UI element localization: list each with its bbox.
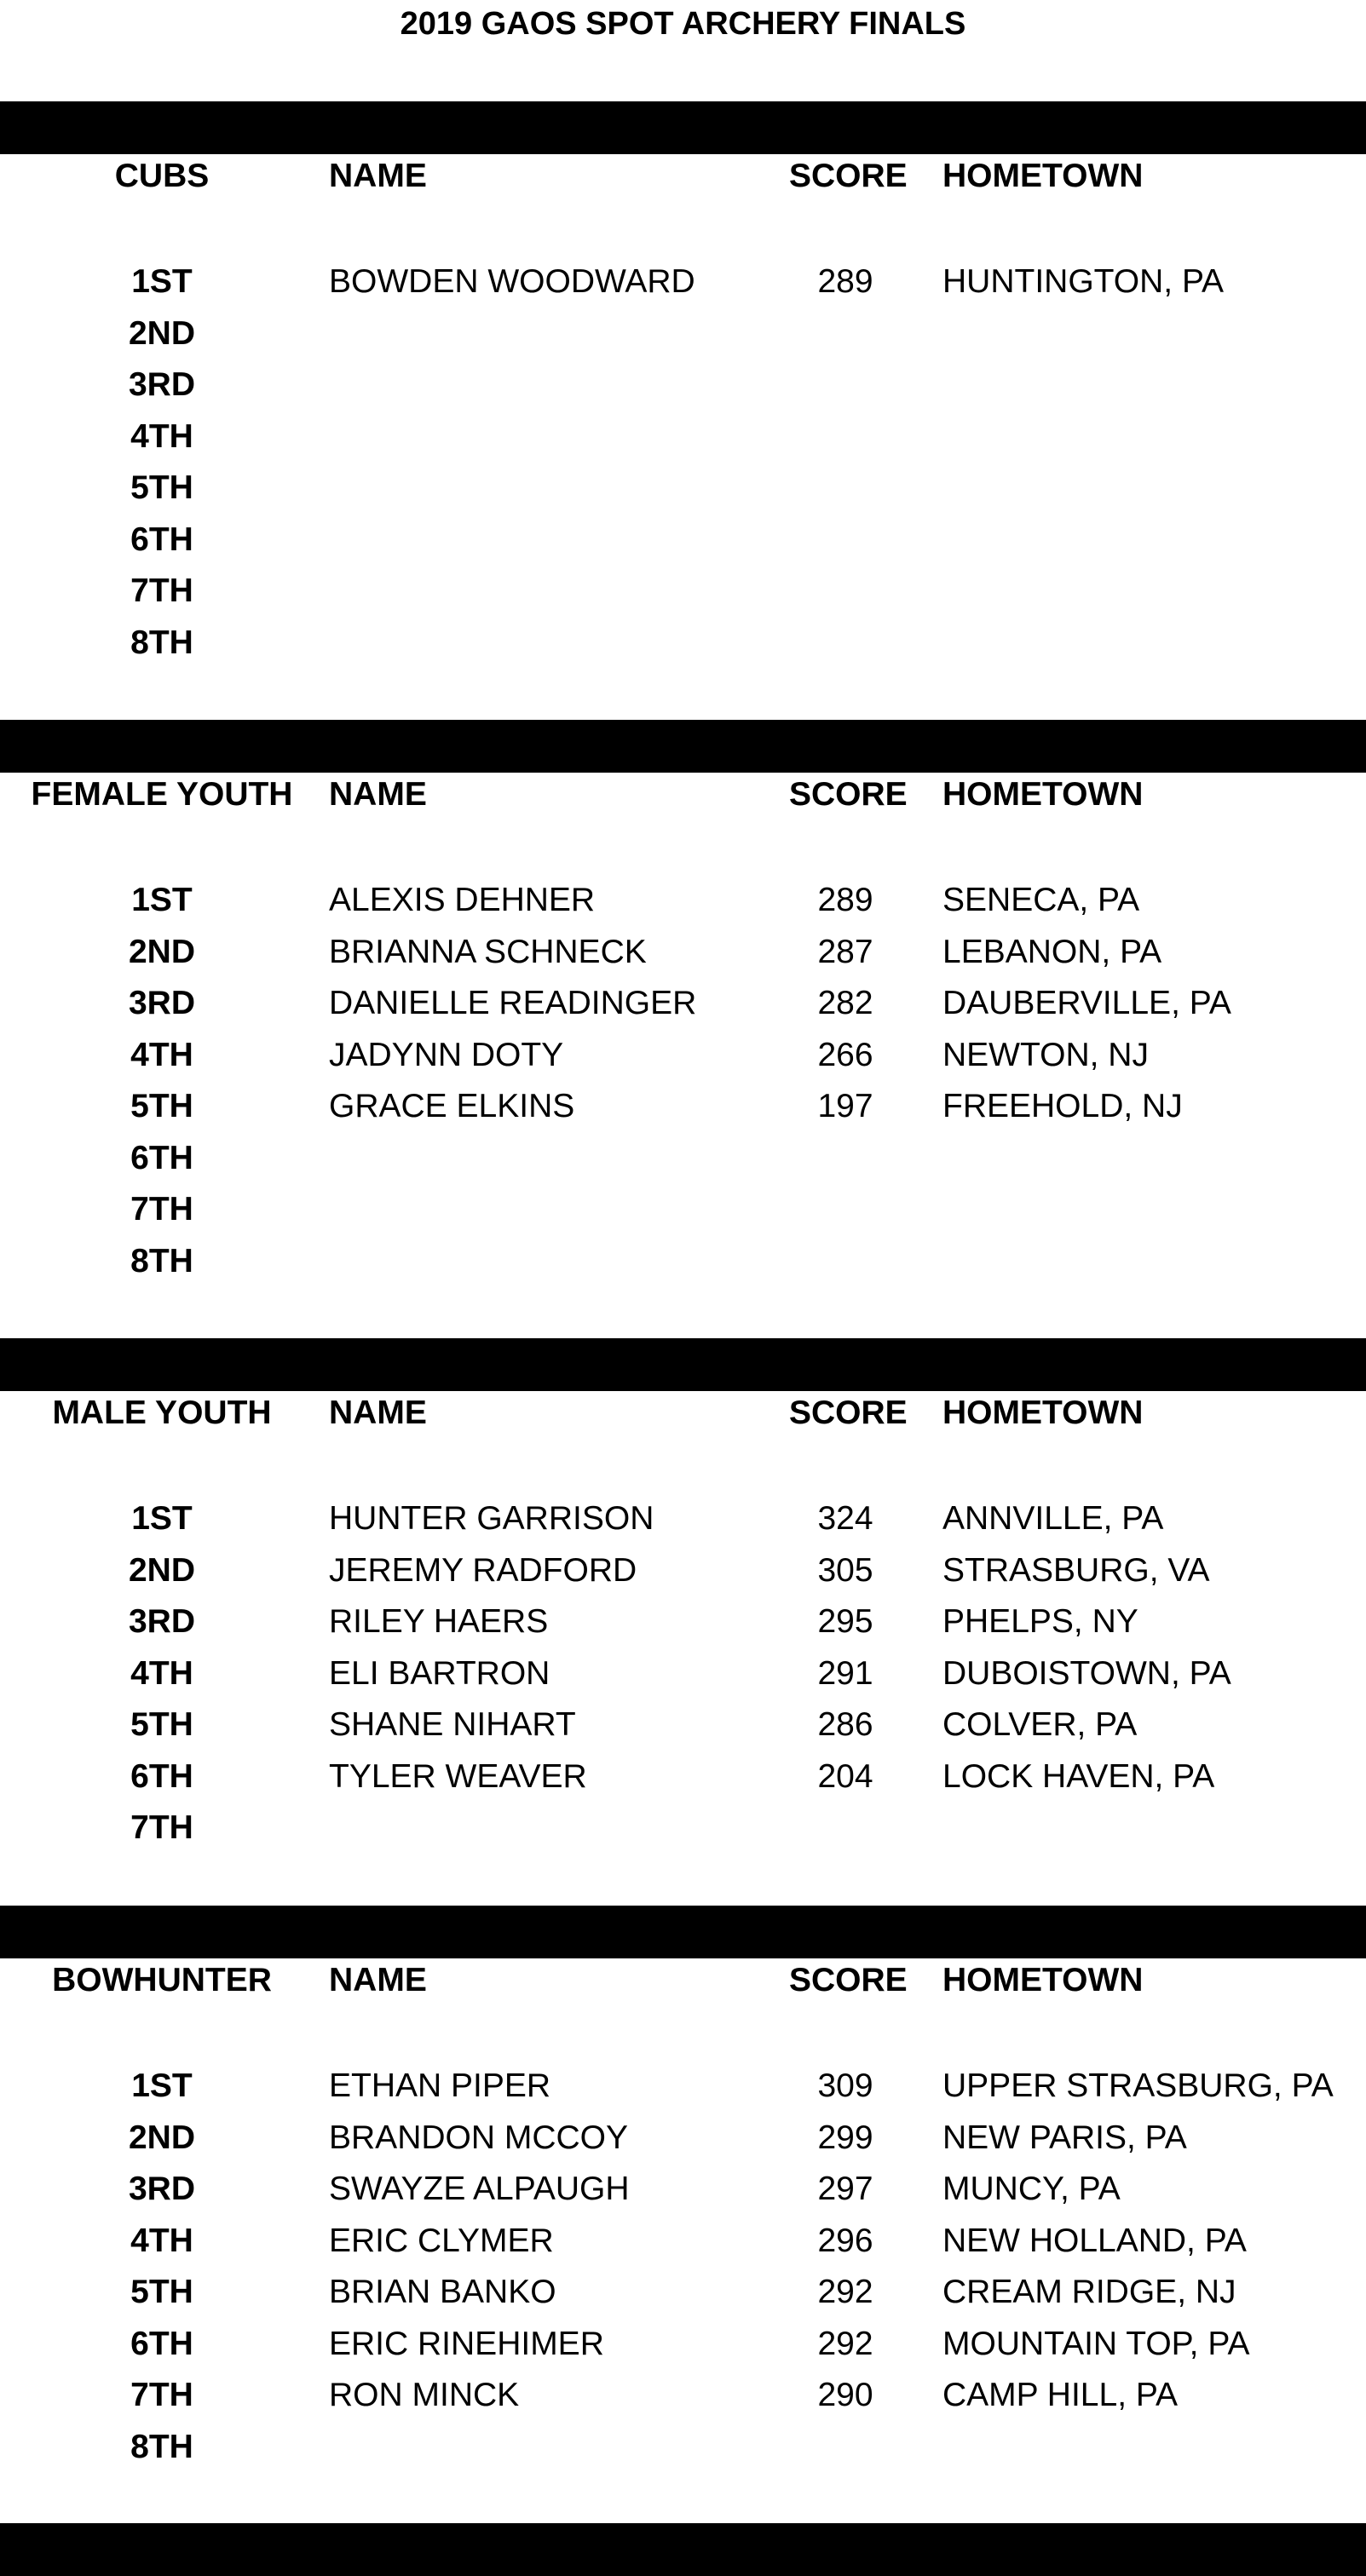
place-label: 3RD xyxy=(128,985,196,1021)
archer-score: 291 xyxy=(817,1654,873,1692)
section-cubs xyxy=(0,154,1366,716)
section-divider xyxy=(0,1338,1366,1391)
archer-name: RON MINCK xyxy=(329,2377,520,2413)
result-row xyxy=(0,618,1366,670)
result-row xyxy=(0,2370,1366,2422)
archer-hometown: FREEHOLD, NJ xyxy=(942,1088,1183,1124)
place-label: 5TH xyxy=(130,1088,193,1124)
result-row xyxy=(0,1596,1366,1648)
archer-hometown: LOCK HAVEN, PA xyxy=(942,1757,1215,1795)
place-label: 6TH xyxy=(130,520,193,558)
result-row xyxy=(0,1699,1366,1751)
category-heading: MALE YOUTH xyxy=(52,1394,272,1431)
archer-hometown: DAUBERVILLE, PA xyxy=(942,985,1231,1021)
place-label: 7TH xyxy=(130,572,193,609)
result-row xyxy=(0,1184,1366,1236)
place-label: 7TH xyxy=(130,2377,193,2413)
score-column-header: SCORE xyxy=(789,1394,908,1431)
archer-score: 289 xyxy=(817,882,873,918)
place-label: 4TH xyxy=(130,2222,193,2259)
archer-hometown: UPPER STRASBURG, PA xyxy=(942,2067,1334,2104)
archer-name: BRIANNA SCHNECK xyxy=(329,933,647,970)
hometown-column-header: HOMETOWN xyxy=(942,776,1144,813)
place-label: 5TH xyxy=(130,1706,193,1743)
archer-score: 286 xyxy=(817,1706,873,1743)
category-heading: BOWHUNTER xyxy=(52,1962,272,1998)
archer-name: BRIAN BANKO xyxy=(329,2274,556,2310)
archer-score: 292 xyxy=(817,2325,873,2362)
result-row xyxy=(0,2216,1366,2268)
archer-score: 296 xyxy=(817,2222,873,2259)
result-row xyxy=(0,1751,1366,1803)
results-list xyxy=(0,875,1366,1287)
archer-score: 287 xyxy=(817,933,873,970)
place-label: 2ND xyxy=(128,1551,196,1589)
score-column-header: SCORE xyxy=(789,1962,908,1998)
place-label: 5TH xyxy=(130,469,193,506)
place-label: 3RD xyxy=(128,366,196,403)
place-label: 8TH xyxy=(130,2428,193,2465)
section-female-youth xyxy=(0,773,1366,1335)
archer-score: 204 xyxy=(817,1757,873,1795)
result-row xyxy=(0,875,1366,927)
result-row xyxy=(0,1493,1366,1545)
result-row xyxy=(0,1236,1366,1288)
result-row xyxy=(0,2164,1366,2216)
results-list xyxy=(0,1493,1366,1854)
archer-score: 197 xyxy=(817,1088,873,1124)
result-row xyxy=(0,1648,1366,1700)
result-row xyxy=(0,2113,1366,2165)
archer-name: ALEXIS DEHNER xyxy=(329,882,596,918)
place-label: 8TH xyxy=(130,1242,193,1279)
archer-hometown: ANNVILLE, PA xyxy=(942,1500,1164,1537)
category-heading: CUBS xyxy=(114,158,210,194)
archer-hometown: SENECA, PA xyxy=(942,882,1140,918)
hometown-column-header: HOMETOWN xyxy=(942,1962,1144,1998)
result-row xyxy=(0,566,1366,618)
place-label: 4TH xyxy=(130,1036,193,1073)
archer-hometown: LEBANON, PA xyxy=(942,933,1162,970)
result-row xyxy=(0,1030,1366,1082)
place-label: 8TH xyxy=(130,624,193,661)
score-column-header: SCORE xyxy=(789,158,908,194)
place-label: 6TH xyxy=(130,1757,193,1795)
section-divider xyxy=(0,101,1366,154)
score-column-header: SCORE xyxy=(789,776,908,813)
result-row xyxy=(0,1545,1366,1597)
section-divider xyxy=(0,720,1366,773)
archer-score: 305 xyxy=(817,1551,873,1589)
archer-hometown: NEW PARIS, PA xyxy=(942,2119,1187,2156)
archer-name: SWAYZE ALPAUGH xyxy=(329,2171,630,2207)
archer-hometown: HUNTINGTON, PA xyxy=(942,263,1225,300)
archer-score: 324 xyxy=(817,1500,873,1537)
result-row xyxy=(0,2422,1366,2474)
archer-score: 295 xyxy=(817,1603,873,1640)
archer-hometown: NEW HOLLAND, PA xyxy=(942,2222,1247,2259)
result-row xyxy=(0,256,1366,308)
section-divider xyxy=(0,1906,1366,1958)
name-column-header: NAME xyxy=(329,776,427,813)
archer-name: ERIC CLYMER xyxy=(329,2222,554,2259)
archer-score: 290 xyxy=(817,2377,873,2413)
archer-name: TYLER WEAVER xyxy=(329,1757,587,1795)
place-label: 6TH xyxy=(130,1139,193,1176)
archer-hometown: NEWTON, NJ xyxy=(942,1036,1149,1073)
archer-name: ELI BARTRON xyxy=(329,1654,550,1692)
archer-name: JEREMY RADFORD xyxy=(329,1551,637,1589)
place-label: 6TH xyxy=(130,2325,193,2362)
place-label: 2ND xyxy=(128,933,196,970)
archer-name: ETHAN PIPER xyxy=(329,2067,551,2104)
result-row xyxy=(0,359,1366,411)
result-row xyxy=(0,978,1366,1030)
archer-score: 309 xyxy=(817,2067,873,2104)
place-label: 3RD xyxy=(128,1603,196,1640)
archer-name: HUNTER GARRISON xyxy=(329,1500,654,1537)
archer-name: RILEY HAERS xyxy=(329,1603,549,1640)
hometown-column-header: HOMETOWN xyxy=(942,158,1144,194)
results-list xyxy=(0,2061,1366,2473)
result-row xyxy=(0,927,1366,979)
archer-name: ERIC RINEHIMER xyxy=(329,2325,604,2362)
section-divider xyxy=(0,2523,1366,2576)
result-row xyxy=(0,2061,1366,2113)
place-label: 1ST xyxy=(131,2067,193,2104)
archer-score: 299 xyxy=(817,2119,873,2156)
place-label: 7TH xyxy=(130,1809,193,1846)
archer-hometown: CREAM RIDGE, NJ xyxy=(942,2274,1236,2310)
name-column-header: NAME xyxy=(329,1394,427,1431)
archer-hometown: MUNCY, PA xyxy=(942,2171,1121,2207)
place-label: 1ST xyxy=(131,1500,193,1537)
archer-hometown: PHELPS, NY xyxy=(942,1603,1138,1640)
place-label: 1ST xyxy=(131,882,193,918)
section-male-youth xyxy=(0,1391,1366,1953)
place-label: 7TH xyxy=(130,1191,193,1228)
result-row xyxy=(0,2319,1366,2371)
archer-name: GRACE ELKINS xyxy=(329,1088,575,1124)
result-row xyxy=(0,411,1366,463)
place-label: 2ND xyxy=(128,2119,196,2156)
result-row xyxy=(0,308,1366,360)
archer-score: 289 xyxy=(817,263,873,300)
archer-score: 282 xyxy=(817,985,873,1021)
name-column-header: NAME xyxy=(329,1962,427,1998)
result-row xyxy=(0,463,1366,515)
archer-hometown: COLVER, PA xyxy=(942,1706,1138,1743)
archer-hometown: MOUNTAIN TOP, PA xyxy=(942,2325,1250,2362)
place-label: 5TH xyxy=(130,2274,193,2310)
place-label: 4TH xyxy=(130,1654,193,1692)
result-row xyxy=(0,515,1366,566)
archer-hometown: STRASBURG, VA xyxy=(942,1551,1210,1589)
hometown-column-header: HOMETOWN xyxy=(942,1394,1144,1431)
result-row xyxy=(0,2267,1366,2319)
place-label: 2ND xyxy=(128,314,196,352)
results-list xyxy=(0,256,1366,669)
archer-name: DANIELLE READINGER xyxy=(329,985,697,1021)
place-label: 3RD xyxy=(128,2171,196,2207)
place-label: 1ST xyxy=(131,263,193,300)
archer-score: 297 xyxy=(817,2171,873,2207)
archer-score: 266 xyxy=(817,1036,873,1073)
archer-hometown: DUBOISTOWN, PA xyxy=(942,1654,1231,1692)
result-row xyxy=(0,1133,1366,1185)
archer-name: JADYNN DOTY xyxy=(329,1036,564,1073)
name-column-header: NAME xyxy=(329,158,427,194)
page-title: 2019 GAOS SPOT ARCHERY FINALS xyxy=(400,6,966,42)
result-row xyxy=(0,1803,1366,1854)
archer-score: 292 xyxy=(817,2274,873,2310)
archer-name: SHANE NIHART xyxy=(329,1706,576,1743)
archer-hometown: CAMP HILL, PA xyxy=(942,2377,1178,2413)
category-heading: FEMALE YOUTH xyxy=(31,776,293,813)
archer-name: BOWDEN WOODWARD xyxy=(329,263,695,300)
place-label: 4TH xyxy=(130,417,193,455)
archer-name: BRANDON MCCOY xyxy=(329,2119,629,2156)
section-bowhunter xyxy=(0,1958,1366,2521)
result-row xyxy=(0,1081,1366,1133)
